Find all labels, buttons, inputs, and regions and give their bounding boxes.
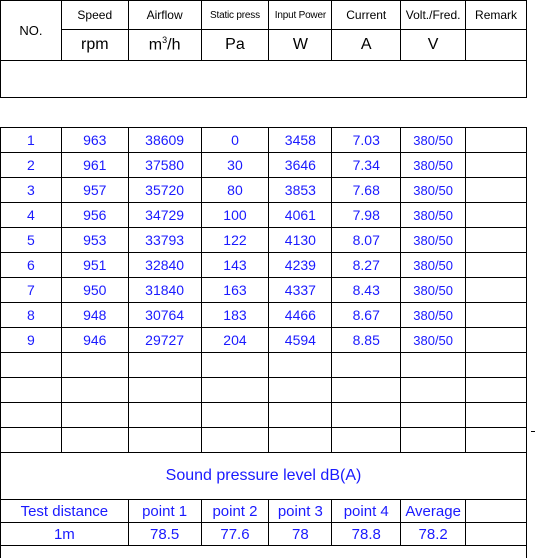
cell-power: 4466 xyxy=(269,303,332,328)
volt-unit: V xyxy=(401,30,466,61)
cell-current: 7.68 xyxy=(332,178,401,203)
static-press-header: Static press xyxy=(201,1,269,30)
sound-header-row xyxy=(1,500,535,523)
header-row-names xyxy=(1,1,535,30)
cell-no: 3 xyxy=(1,178,62,203)
remark-unit xyxy=(466,30,527,61)
no-header: NO. xyxy=(1,1,62,61)
cell-remark xyxy=(466,203,527,228)
empty-row xyxy=(1,428,535,453)
airflow-unit: $m^3/h$ xyxy=(128,30,201,61)
data-rows xyxy=(1,128,535,353)
empty-row xyxy=(1,378,535,403)
table-row xyxy=(1,228,535,253)
cell-static: 122 xyxy=(201,228,269,253)
point-4-header: point 4 xyxy=(332,500,401,523)
cell-remark xyxy=(466,303,527,328)
cell-current: 7.03 xyxy=(332,128,401,153)
cell-current: 8.27 xyxy=(332,253,401,278)
cell-airflow: 37580 xyxy=(128,153,201,178)
edge-tick xyxy=(531,431,535,432)
table-row xyxy=(1,278,535,303)
header-row-units xyxy=(1,30,535,61)
sound-title: Sound pressure level dB(A) xyxy=(1,453,527,500)
cell-volt: 380/50 xyxy=(401,278,466,303)
table-row xyxy=(1,328,535,353)
table-row xyxy=(1,178,535,203)
cell-speed: 951 xyxy=(61,253,128,278)
cell-speed: 946 xyxy=(61,328,128,353)
sound-value-row xyxy=(1,523,535,546)
static-press-unit: Pa xyxy=(201,30,269,61)
cell-power: 3646 xyxy=(269,153,332,178)
cell-no: 2 xyxy=(1,153,62,178)
cell-volt: 380/50 xyxy=(401,228,466,253)
cell-current: 8.07 xyxy=(332,228,401,253)
cell-current: 8.85 xyxy=(332,328,401,353)
cell-power: 4061 xyxy=(269,203,332,228)
cell-speed: 948 xyxy=(61,303,128,328)
cell-current: 7.98 xyxy=(332,203,401,228)
cell-power: 4594 xyxy=(269,328,332,353)
table-row xyxy=(1,203,535,228)
cell-speed: 950 xyxy=(61,278,128,303)
volt-header: Volt./Fred. xyxy=(401,1,466,30)
point-1-value: 78.5 xyxy=(128,523,201,546)
cell-power: 3458 xyxy=(269,128,332,153)
cell-power: 4130 xyxy=(269,228,332,253)
average-value: 78.2 xyxy=(401,523,466,546)
cell-power: 3853 xyxy=(269,178,332,203)
table-row xyxy=(1,253,535,278)
cell-static: 163 xyxy=(201,278,269,303)
cell-remark xyxy=(466,228,527,253)
cell-speed: 961 xyxy=(61,153,128,178)
cell-airflow: 33793 xyxy=(128,228,201,253)
remark-header: Remark xyxy=(466,1,527,30)
table-row xyxy=(1,153,535,178)
cell-airflow: 29727 xyxy=(128,328,201,353)
blank-row xyxy=(1,61,535,98)
cell-volt: 380/50 xyxy=(401,328,466,353)
point-4-value: 78.8 xyxy=(332,523,401,546)
cell-no: 8 xyxy=(1,303,62,328)
cell-remark xyxy=(466,128,527,153)
cell-current: 7.34 xyxy=(332,153,401,178)
cell-static: 30 xyxy=(201,153,269,178)
cell-no: 5 xyxy=(1,228,62,253)
cell-volt: 380/50 xyxy=(401,303,466,328)
current-header: Current xyxy=(332,1,401,30)
cell-static: 183 xyxy=(201,303,269,328)
point-1-header: point 1 xyxy=(128,500,201,523)
point-3-value: 78 xyxy=(269,523,332,546)
cell-airflow: 34729 xyxy=(128,203,201,228)
cell-remark xyxy=(466,178,527,203)
cell-static: 100 xyxy=(201,203,269,228)
cell-volt: 380/50 xyxy=(401,203,466,228)
cell-no: 9 xyxy=(1,328,62,353)
cell-airflow: 31840 xyxy=(128,278,201,303)
point-2-value: 77.6 xyxy=(201,523,269,546)
test-distance-value: 1m xyxy=(1,523,129,546)
cell-remark xyxy=(466,328,527,353)
cell-no: 6 xyxy=(1,253,62,278)
cell-speed: 957 xyxy=(61,178,128,203)
cell-power: 4337 xyxy=(269,278,332,303)
cell-speed: 953 xyxy=(61,228,128,253)
cell-remark xyxy=(466,253,527,278)
table-row xyxy=(1,303,535,328)
cell-static: 204 xyxy=(201,328,269,353)
empty-row xyxy=(1,403,535,428)
cell-static: 143 xyxy=(201,253,269,278)
cell-airflow: 32840 xyxy=(128,253,201,278)
speed-header: Speed xyxy=(61,1,128,30)
cell-no: 7 xyxy=(1,278,62,303)
point-2-header: point 2 xyxy=(201,500,269,523)
input-power-unit: W xyxy=(269,30,332,61)
cell-airflow: 38609 xyxy=(128,128,201,153)
empty-row xyxy=(1,353,535,378)
input-power-header: Input Power xyxy=(269,1,332,30)
cell-power: 4239 xyxy=(269,253,332,278)
cell-airflow: 30764 xyxy=(128,303,201,328)
cell-static: 0 xyxy=(201,128,269,153)
sound-title-row xyxy=(1,453,535,500)
cell-volt: 380/50 xyxy=(401,128,466,153)
cell-remark xyxy=(466,153,527,178)
cell-static: 80 xyxy=(201,178,269,203)
cell-speed: 956 xyxy=(61,203,128,228)
cell-no: 1 xyxy=(1,128,62,153)
cell-speed: 963 xyxy=(61,128,128,153)
edge-spacer xyxy=(526,1,534,30)
test-distance-header: Test distance xyxy=(1,500,129,523)
cell-current: 8.67 xyxy=(332,303,401,328)
current-unit: A xyxy=(332,30,401,61)
speed-unit: rpm xyxy=(61,30,128,61)
cell-volt: 380/50 xyxy=(401,253,466,278)
table-row xyxy=(1,128,535,153)
cell-no: 4 xyxy=(1,203,62,228)
average-header: Average xyxy=(401,500,466,523)
cell-current: 8.43 xyxy=(332,278,401,303)
cell-remark xyxy=(466,278,527,303)
cell-volt: 380/50 xyxy=(401,178,466,203)
point-3-header: point 3 xyxy=(269,500,332,523)
cell-volt: 380/50 xyxy=(401,153,466,178)
cell-airflow: 35720 xyxy=(128,178,201,203)
airflow-header: Airflow xyxy=(128,1,201,30)
